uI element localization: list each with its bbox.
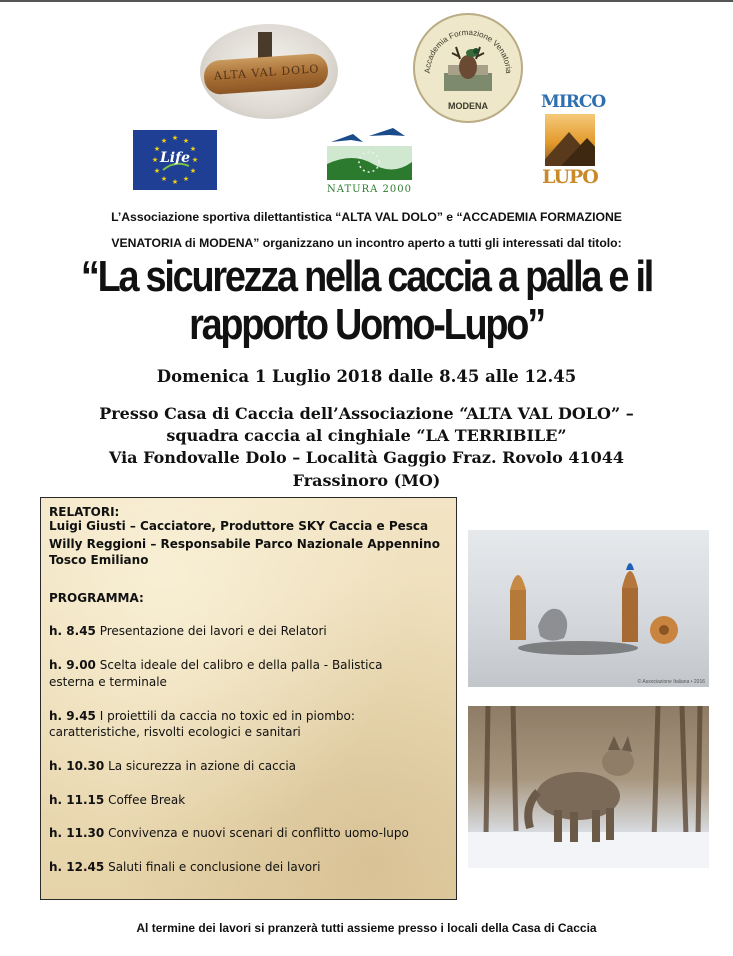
svg-text:★: ★ (171, 134, 179, 142)
speakers-heading: RELATORI: (49, 505, 120, 519)
programme-text: Scelta ideale del calibro e della palla - Balistica (99, 658, 383, 672)
mirco-lupo-logo (541, 92, 606, 204)
wolf-mountain-icon (545, 114, 595, 166)
svg-text:★: ★ (189, 145, 197, 153)
venue-line-4: Frassinoro (MO) (292, 471, 441, 490)
programme-item (49, 657, 382, 673)
footer-note: Al termine dei lavori si pranzerà tutti assieme presso i locali della Casa di Caccia (136, 921, 597, 935)
programme-item (49, 825, 409, 841)
top-border-line (0, 0, 733, 2)
speaker-2: Willy Reggioni – Responsabile Parco Nazionale Appennino (49, 537, 440, 551)
wooden-sign-text: ALTA VAL DOLO (213, 62, 320, 83)
eu-life-logo (133, 130, 217, 190)
deer-duck-emblem-icon (442, 43, 494, 95)
lupo-label: LUPO (542, 166, 598, 188)
programme-time: h. 10.30 (49, 759, 105, 773)
natura-label: NATURA 2000 (327, 184, 412, 195)
wolf-photo (468, 706, 709, 868)
event-title-line-1: “La sicurezza nella caccia a palla e il (80, 252, 653, 301)
bullets-illustration-icon (468, 530, 709, 687)
photo-credit: © Associazione Italiana • 2016 (637, 679, 705, 685)
programme-text: Presentazione dei lavori e dei Relatori (99, 624, 327, 638)
event-title-line-2: rapporto Uomo-Lupo” (189, 300, 544, 349)
svg-text:★: ★ (182, 137, 190, 145)
programme-text: La sicurezza in azione di caccia (108, 759, 297, 773)
programme-text: Coffee Break (108, 793, 186, 807)
programme-time: h. 12.45 (49, 860, 105, 874)
academy-arc-label: Accademia Formazione Venatoria (422, 27, 514, 74)
programme-text: I proiettili da caccia no toxic ed in piombo: (99, 709, 355, 723)
accademia-venatoria-logo (413, 13, 523, 123)
programme-time: h. 11.15 (49, 793, 105, 807)
alta-val-dolo-logo (200, 24, 338, 119)
svg-text:★: ★ (153, 167, 161, 175)
svg-text:★: ★ (151, 156, 159, 164)
natura-2000-logo (323, 124, 416, 198)
programme-item (49, 623, 327, 639)
programme-item (49, 792, 185, 808)
wooden-sign (203, 53, 329, 96)
svg-text:★: ★ (189, 167, 197, 175)
programme-time: h. 9.00 (49, 658, 96, 672)
venue-line-1: Presso Casa di Caccia dell’Associazione “ALTA VAL DOLO” – (99, 404, 634, 423)
programme-item-cont: caratteristiche, risvolti ecologici e sanitari (49, 725, 301, 739)
programme-item-cont: esterna e terminale (49, 675, 167, 689)
programme-time: h. 11.30 (49, 826, 105, 840)
intro-line-2: VENATORIA di MODENA” organizzano un incontro aperto a tutti gli interessati dal titolo: (111, 236, 622, 250)
life-label: Life (159, 150, 191, 166)
mirco-label: MIRCO (541, 92, 606, 112)
svg-text:★: ★ (153, 145, 161, 153)
svg-text:★: ★ (160, 137, 168, 145)
programme-item (49, 708, 355, 724)
event-date: Domenica 1 Luglio 2018 dalle 8.45 alle 12.45 (156, 367, 577, 386)
svg-text:★: ★ (182, 175, 190, 183)
programme-text: Saluti finali e conclusione dei lavori (108, 860, 321, 874)
programme-time: h. 9.45 (49, 709, 96, 723)
wolf-in-snow-icon (468, 706, 709, 868)
programme-item (49, 758, 296, 774)
svg-text:★: ★ (160, 175, 168, 183)
programme-item (49, 859, 320, 875)
academy-city-label: MODENA (448, 101, 488, 111)
programme-heading: PROGRAMMA: (49, 591, 144, 605)
programme-text: Convivenza e nuovi scenari di conflitto uomo-lupo (108, 826, 409, 840)
venue-line-2: squadra caccia al cinghiale “LA TERRIBILE” (166, 426, 567, 445)
bullets-photo (468, 530, 709, 687)
natura-birds-icon (323, 124, 416, 184)
programme-time: h. 8.45 (49, 624, 96, 638)
svg-text:★: ★ (191, 156, 199, 164)
intro-line-1: L’Associazione sportiva dilettantistica “ALTA VAL DOLO” e “ACCADEMIA FORMAZIONE (111, 210, 622, 224)
speaker-1: Luigi Giusti – Cacciatore, Produttore SKY Caccia e Pesca (49, 519, 429, 533)
programme-box (40, 497, 457, 900)
svg-text:★: ★ (171, 178, 179, 186)
venue-line-3: Via Fondovalle Dolo – Località Gaggio Fraz. Rovolo 41044 (108, 448, 625, 467)
speaker-2-cont: Tosco Emiliano (49, 553, 149, 567)
